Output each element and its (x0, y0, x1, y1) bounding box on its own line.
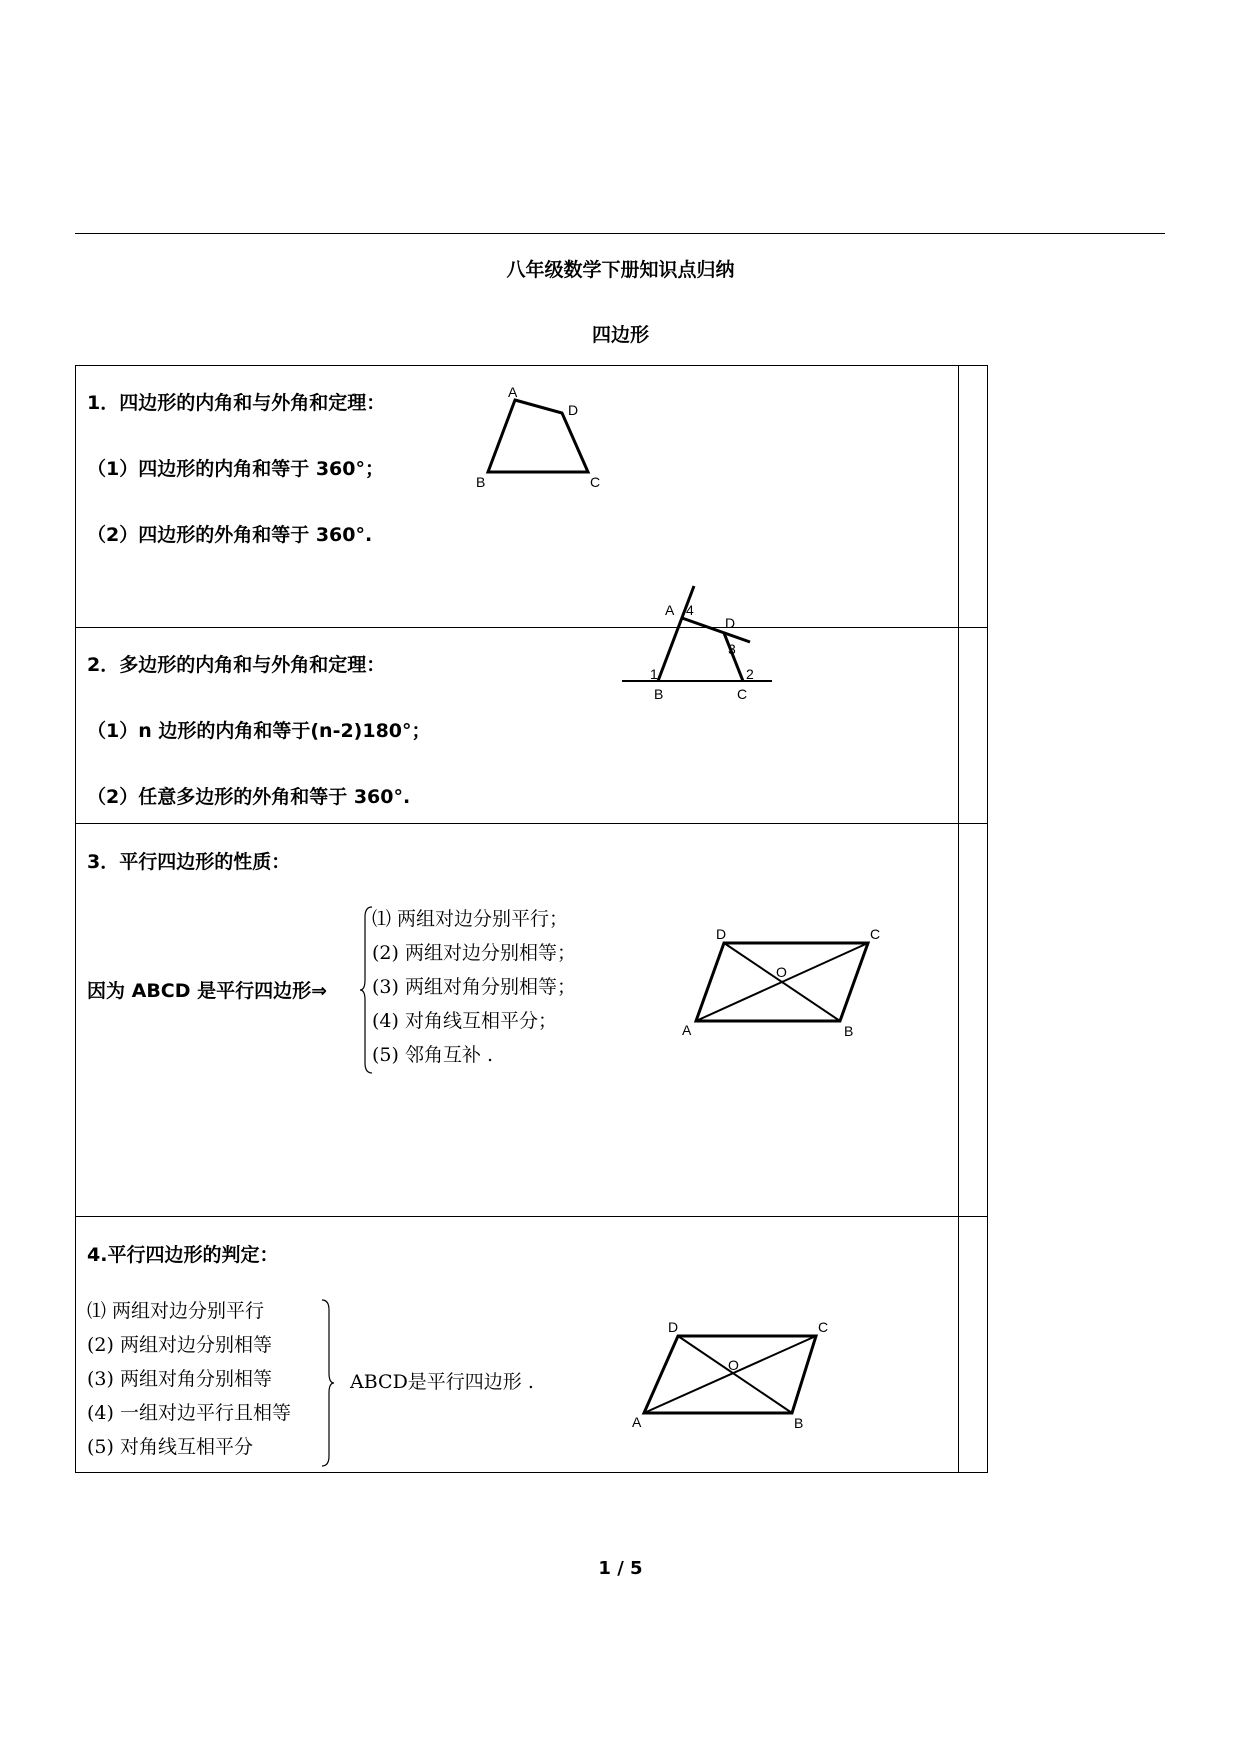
label-O: O (776, 964, 787, 980)
angle-4: 4 (686, 602, 694, 618)
list-item: (2) 两组对边分别相等 (87, 1334, 272, 1356)
list-item: (5) 邻角互补 . (372, 1044, 494, 1066)
label-D: D (725, 615, 736, 631)
label-O: O (728, 1357, 739, 1373)
list-item: ⑴ 两组对边分别平行 (87, 1300, 265, 1322)
label-A: A (665, 602, 675, 618)
label-B: B (476, 474, 486, 490)
diagonal-DB (724, 943, 840, 1021)
parallelogram-figure-1 (670, 925, 890, 1040)
sec1-line1: （1）四边形的内角和等于 360°； (87, 458, 384, 480)
list-item: (4) 一组对边平行且相等 (87, 1402, 291, 1424)
list-item: (2) 两组对边分别相等； (372, 942, 576, 964)
parallelogram-figure-2 (630, 1318, 850, 1433)
header-rule (75, 233, 1165, 234)
angle-3: 3 (728, 641, 736, 657)
sec4-heading: 4.平行四边形的判定： (87, 1244, 279, 1266)
diagonal-DB (678, 1336, 792, 1413)
side-BA-extended (658, 586, 694, 681)
sec4-conclusion: ABCD是平行四边形 . (350, 1371, 534, 1393)
page-number: 1 / 5 (598, 1558, 643, 1579)
table-right-column-divider (958, 365, 959, 1473)
sec2-line2: （2）任意多边形的外角和等于 360°. (87, 786, 411, 808)
sec1-line2: （2）四边形的外角和等于 360°. (87, 524, 373, 546)
side-AD-extended (682, 618, 750, 642)
label-A: A (508, 384, 518, 400)
list-item: (4) 对角线互相平分； (372, 1010, 557, 1032)
angle-1: 1 (650, 666, 658, 682)
sec3-premise: 因为 ABCD 是平行四边形⇒ (87, 980, 328, 1002)
label-C: C (818, 1319, 829, 1335)
list-item: (3) 两组对角分别相等； (372, 976, 576, 998)
label-B: B (794, 1415, 804, 1431)
list-item: (5) 对角线互相平分 (87, 1436, 253, 1458)
list-item: ⑴ 两组对边分别平行； (372, 908, 569, 930)
sec2-heading: 2．多边形的内角和与外角和定理： (87, 654, 386, 676)
sec3-heading: 3．平行四边形的性质： (87, 851, 291, 873)
row-divider-3 (75, 1216, 988, 1217)
label-A: A (682, 1022, 692, 1038)
label-B: B (654, 686, 664, 702)
quadrilateral-figure (470, 380, 610, 495)
label-A: A (632, 1414, 642, 1430)
label-D: D (568, 402, 579, 418)
document-title: 八年级数学下册知识点归纳 (506, 259, 735, 281)
sec1-heading: 1．四边形的内角和与外角和定理： (87, 392, 386, 414)
section-title: 四边形 (591, 324, 649, 346)
sec2-line1: （1）n 边形的内角和等于(n-2)180°； (87, 720, 431, 742)
label-B: B (844, 1023, 854, 1039)
right-brace (320, 1298, 334, 1468)
list-item: (3) 两组对角分别相等 (87, 1368, 272, 1390)
row-divider-1 (75, 627, 988, 628)
label-C: C (737, 686, 748, 702)
polygon-exterior-angle-figure (620, 580, 790, 710)
label-C: C (870, 926, 881, 942)
label-D: D (716, 926, 727, 942)
row-divider-2 (75, 823, 988, 824)
angle-2: 2 (746, 666, 754, 682)
diagonal-AC (644, 1336, 816, 1413)
label-D: D (668, 1319, 679, 1335)
label-C: C (590, 474, 601, 490)
